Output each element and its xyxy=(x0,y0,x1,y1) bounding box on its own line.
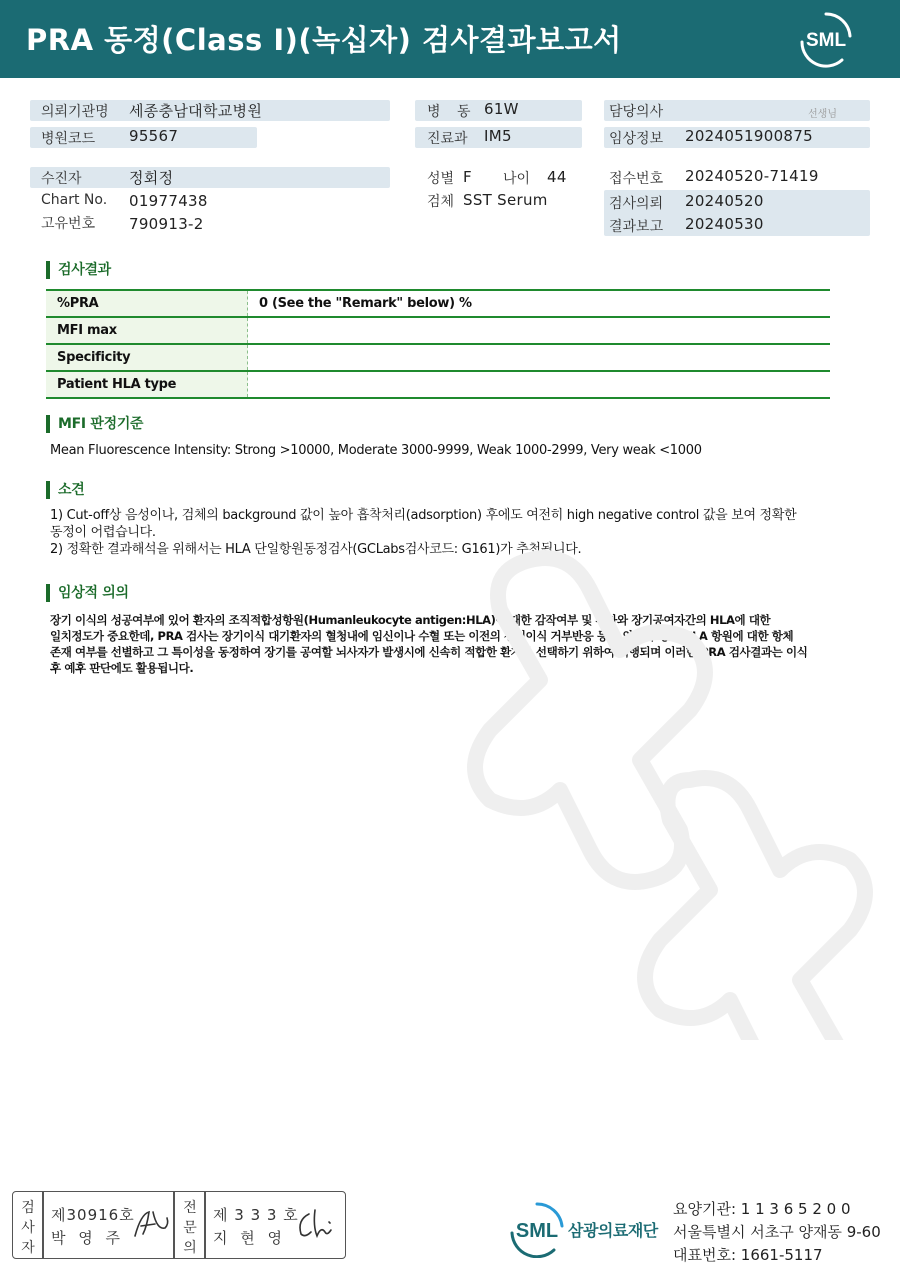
report-title: PRA 동정(Class I)(녹십자) 검사결과보고서 xyxy=(26,23,622,57)
ward-value: 61W xyxy=(484,100,519,118)
institution-value: 세종충남대학교병원 xyxy=(129,102,263,120)
ward-label: 병 동 xyxy=(427,104,477,120)
hospital-code-label: 병원코드 xyxy=(41,131,96,147)
results-table xyxy=(46,289,830,399)
svg-text:SML: SML xyxy=(805,30,847,51)
department-label: 진료과 xyxy=(427,131,468,147)
remark-line: 동정이 어렵습니다. xyxy=(50,525,156,540)
examiner-license-no: 제30916호 xyxy=(51,1206,135,1224)
clinical-section-title: 임상적 의의 xyxy=(46,584,129,602)
sml-logo-icon xyxy=(798,10,854,68)
result-key: Specificity xyxy=(46,344,248,371)
remark-line: 1) Cut-off상 음성이나, 검체의 background 값이 높아 흡착처리(adsorption) 후에도 여전히 high negative control 값을 보여 정확한 xyxy=(50,508,797,523)
age-value: 44 xyxy=(547,168,567,186)
doctor-label: 담당의사 xyxy=(609,104,664,120)
result-value: 0 (See the "Remark" below) % xyxy=(248,290,831,317)
svg-text:SML: SML xyxy=(515,1220,559,1242)
sml-org-logo-icon xyxy=(508,1200,566,1258)
result-value xyxy=(248,344,831,371)
specialist-label-char: 전 xyxy=(183,1200,197,1216)
remark-line: 2) 정확한 결과해석을 위해서는 HLA 단일항원동정검사(GCLabs검사코드: G161)가 추천됩니다. xyxy=(50,542,582,557)
specialist-label-char: 의 xyxy=(183,1240,197,1256)
mfi-section-title: MFI 판정기준 xyxy=(46,415,143,433)
specialist-name: 지 현 영 xyxy=(213,1229,287,1247)
report-header xyxy=(0,0,900,78)
examiner-name: 박 영 주 xyxy=(51,1229,125,1247)
department-value: IM5 xyxy=(484,127,512,145)
specialist-license-no: 제 3 3 3 호 xyxy=(213,1206,299,1224)
receipt-no-value: 20240520-71419 xyxy=(685,167,819,185)
table-row xyxy=(46,317,830,344)
remarks-section-title: 소견 xyxy=(46,481,84,499)
patient-value: 정회정 xyxy=(129,169,174,187)
result-report-label: 결과보고 xyxy=(609,219,664,235)
unique-no-label: 고유번호 xyxy=(41,216,96,232)
sex-value: F xyxy=(463,168,472,186)
result-value xyxy=(248,371,831,398)
unique-no-value: 790913-2 xyxy=(129,215,204,233)
clinical-line: 장기 이식의 성공여부에 있어 환자의 조직적합성항원(Humanleukocyte antigen:HLA)에 대한 감작여부 및 환자와 장기공여자간의 HLA에 대한 xyxy=(50,613,771,627)
table-row xyxy=(46,371,830,398)
signature-stamp xyxy=(12,1191,346,1259)
org-address: 서울특별시 서초구 양재동 9-60 xyxy=(673,1223,881,1241)
examiner-label-char: 사 xyxy=(21,1220,35,1236)
result-key: %PRA xyxy=(46,290,248,317)
chart-no-label: Chart No. xyxy=(41,192,108,208)
examiner-label-char: 검 xyxy=(21,1200,35,1216)
specimen-value: SST Serum xyxy=(463,191,548,209)
specialist-signature xyxy=(293,1206,339,1242)
watermark-cross-icon xyxy=(360,520,900,1040)
chart-no-value: 01977438 xyxy=(129,192,208,210)
sex-label: 성별 xyxy=(427,171,455,187)
clinical-info-value: 2024051900875 xyxy=(685,127,813,145)
examiner-label-char: 자 xyxy=(21,1240,35,1256)
specialist-label-char: 문 xyxy=(183,1220,197,1236)
result-value xyxy=(248,317,831,344)
patient-label: 수진자 xyxy=(41,171,82,187)
hospital-code-value: 95567 xyxy=(129,127,179,145)
care-institution-no: 요양기관: 1 1 3 6 5 2 0 0 xyxy=(673,1200,851,1218)
test-request-label: 검사의뢰 xyxy=(609,196,664,212)
table-row xyxy=(46,344,830,371)
mfi-criteria-text: Mean Fluorescence Intensity: Strong >10000, Moderate 3000-9999, Weak 1000-2999, Very weak <1000 xyxy=(50,443,702,458)
result-key: Patient HLA type xyxy=(46,371,248,398)
age-label: 나이 xyxy=(503,171,531,187)
clinical-line: 존재 여부를 선별하고 그 특이성을 동정하여 장기를 공여할 뇌사자가 발생시에 신속히 적합한 환자를 선택하기 위하여 시행되며 이러한 PRA 검사결과는 이식 xyxy=(50,645,808,659)
institution-label: 의뢰기관명 xyxy=(41,104,109,120)
org-phone: 대표번호: 1661-5117 xyxy=(673,1246,823,1264)
clinical-info-label: 임상정보 xyxy=(609,131,664,147)
org-name: 삼광의료재단 xyxy=(568,1221,658,1240)
result-report-value: 20240530 xyxy=(685,215,764,233)
doctor-suffix: 선생님 xyxy=(808,109,837,120)
result-key: MFI max xyxy=(46,317,248,344)
test-request-value: 20240520 xyxy=(685,192,764,210)
clinical-line: 후 예후 판단에도 활용됩니다. xyxy=(50,661,194,675)
receipt-no-label: 접수번호 xyxy=(609,171,664,187)
table-row xyxy=(46,290,830,317)
patient-row xyxy=(30,167,390,188)
clinical-line: 일치정도가 중요한데, PRA 검사는 장기이식 대기환자의 혈청내에 임신이나 수혈 또는 이전의 장기이식 거부반응 등에 의하여 생긴 HLA 항원에 대한 항체 xyxy=(50,629,794,643)
results-section-title: 검사결과 xyxy=(46,261,111,279)
specimen-label: 검체 xyxy=(427,194,455,210)
examiner-signature xyxy=(131,1206,173,1242)
